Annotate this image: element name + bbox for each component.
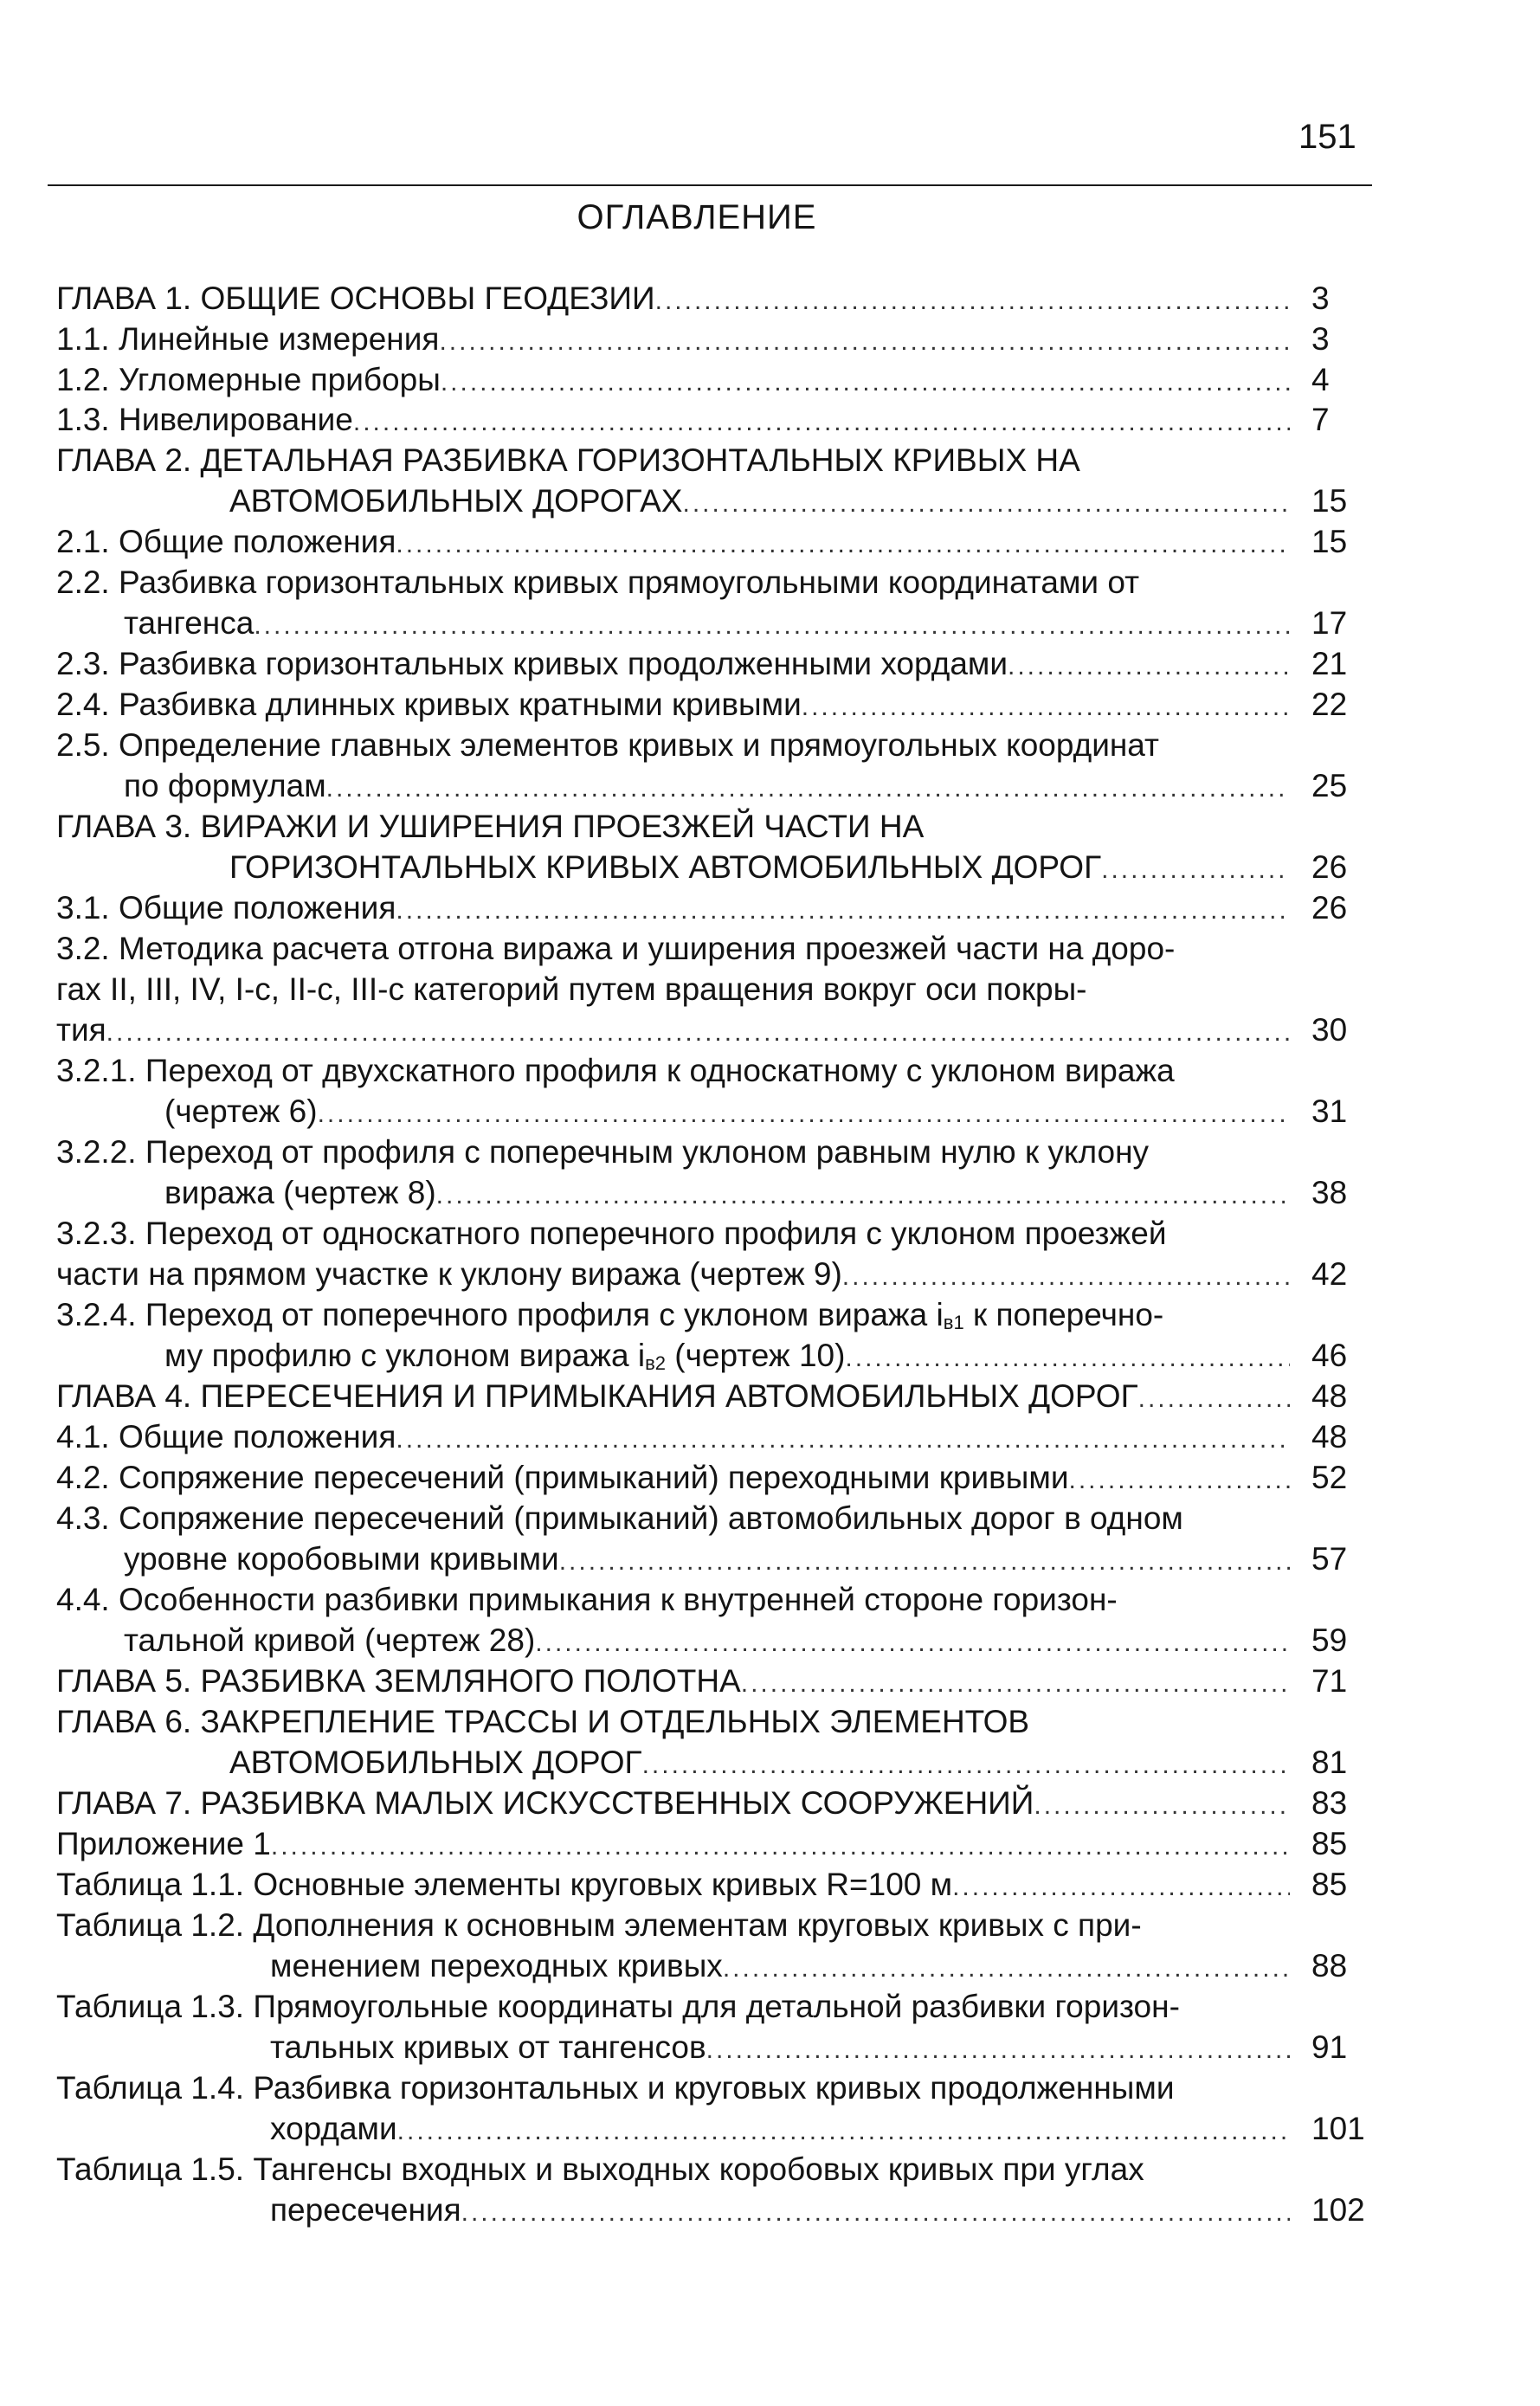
toc-entry-line xyxy=(124,1539,1290,1579)
toc-entry-text: пересечения xyxy=(270,2192,461,2228)
toc-entry-line xyxy=(56,441,1080,481)
leader-dots xyxy=(802,687,1290,725)
toc-page-number: 17 xyxy=(1311,605,1348,641)
toc-entry-text: тальных кривых от тангенсов xyxy=(270,2029,706,2065)
toc-page-number: 7 xyxy=(1311,402,1330,437)
leader-dots xyxy=(1034,1786,1290,1823)
toc-entry-text: хордами xyxy=(270,2111,397,2146)
leader-dots xyxy=(723,1949,1290,1986)
toc-entry-text: 2.5. Определение главных элементов кривых и прямоугольных координат xyxy=(56,727,1160,763)
toc-entry xyxy=(56,1417,1290,1457)
toc-entry-text: 2.4. Разбивка длинных кривых кратными кривыми xyxy=(56,687,802,722)
toc-entry-line xyxy=(56,1499,1183,1538)
toc-entry-line xyxy=(270,2109,1290,2149)
toc-entry xyxy=(56,888,1290,928)
toc-page-number: 85 xyxy=(1311,1867,1348,1902)
toc-entry-text: 3.2.4. Переход от поперечного профиля с уклоном виража i xyxy=(56,1297,944,1332)
toc-entry xyxy=(56,279,1290,319)
toc-entry-text: 3.2. Методика расчета отгона виража и уширения проезжей части на доро- xyxy=(56,931,1176,966)
subscript: в1 xyxy=(943,1312,964,1333)
toc-entry-line xyxy=(56,1214,1167,1254)
toc-entry xyxy=(56,1377,1290,1416)
toc-entry-line xyxy=(164,1336,1290,1376)
toc-entry xyxy=(56,1865,1290,1905)
leader-dots xyxy=(461,2193,1290,2230)
toc-entry-line xyxy=(56,1987,1180,2027)
toc-entry-text: 4.3. Сопряжение пересечений (примыканий) автомобильных дорог в одном xyxy=(56,1500,1183,1536)
toc-entry-text: тия xyxy=(56,1012,106,1048)
leader-dots xyxy=(1101,850,1290,887)
toc-entry-line xyxy=(124,1621,1290,1661)
toc-page-number: 25 xyxy=(1311,768,1348,803)
leader-dots xyxy=(1008,647,1290,684)
toc-entry-text: ГЛАВА 7. РАЗБИВКА МАЛЫХ ИСКУССТВЕННЫХ СООРУЖЕНИЙ xyxy=(56,1785,1034,1821)
toc-page-number: 3 xyxy=(1311,321,1330,357)
toc-page-number: 83 xyxy=(1311,1785,1348,1821)
leader-dots xyxy=(706,2030,1290,2067)
toc-page-number: 59 xyxy=(1311,1622,1348,1658)
toc-entry-text: Таблица 1.3. Прямоугольные координаты для детальной разбивки горизон- xyxy=(56,1989,1180,2024)
leader-dots xyxy=(396,1420,1290,1457)
toc-entry-line xyxy=(124,766,1290,806)
leader-dots xyxy=(642,1745,1290,1783)
toc-entry-text: ГОРИЗОНТАЛЬНЫХ КРИВЫХ АВТОМОБИЛЬНЫХ ДОРОГ xyxy=(229,849,1102,885)
toc-entry xyxy=(56,522,1290,562)
leader-dots xyxy=(396,525,1290,562)
toc-page-number: 15 xyxy=(1311,524,1348,559)
toc-entry-text: 4.4. Особенности разбивки примыкания к внутренней стороне горизон- xyxy=(56,1582,1118,1617)
toc-entry-text: ГЛАВА 5. РАЗБИВКА ЗЕМЛЯНОГО ПОЛОТНА xyxy=(56,1663,741,1699)
toc-entry-text: ГЛАВА 2. ДЕТАЛЬНАЯ РАЗБИВКА ГОРИЗОНТАЛЬНЫХ КРИВЫХ НА xyxy=(56,442,1080,478)
leader-dots xyxy=(271,1827,1290,1864)
toc-entry-text: ГЛАВА 3. ВИРАЖИ И УШИРЕНИЯ ПРОЕЗЖЕЙ ЧАСТИ НА xyxy=(56,809,925,844)
toc-page-number: 46 xyxy=(1311,1338,1348,1373)
toc-entry-line xyxy=(56,1906,1142,1945)
toc-entry-line xyxy=(270,1946,1290,1986)
leader-dots xyxy=(254,606,1290,643)
toc-entry-text: Таблица 1.1. Основные элементы круговых кривых R=100 м xyxy=(56,1867,953,1902)
leader-dots xyxy=(741,1664,1290,1701)
toc-entry-text: 1.3. Нивелирование xyxy=(56,402,353,437)
toc-entry xyxy=(56,685,1290,725)
toc-page-number: 48 xyxy=(1311,1419,1348,1455)
toc-page-number: 42 xyxy=(1311,1256,1348,1292)
leader-dots xyxy=(1138,1379,1290,1416)
toc-page-number: 48 xyxy=(1311,1378,1348,1414)
toc-page-number: 4 xyxy=(1311,362,1330,397)
leader-dots xyxy=(655,281,1290,319)
leader-dots xyxy=(682,484,1290,521)
toc-entry-text: АВТОМОБИЛЬНЫХ ДОРОГАХ xyxy=(229,483,683,519)
toc-page-number: 3 xyxy=(1311,281,1330,316)
toc-entry-text: ГЛАВА 6. ЗАКРЕПЛЕНИЕ ТРАССЫ И ОТДЕЛЬНЫХ ЭЛЕМЕНТОВ xyxy=(56,1704,1030,1739)
toc-title: ОГЛАВЛЕНИЕ xyxy=(577,198,817,236)
toc-page-number: 91 xyxy=(1311,2029,1348,2065)
toc-entry-text: уровне коробовыми кривыми xyxy=(124,1541,559,1577)
toc-entry-text-tail: к поперечно- xyxy=(963,1297,1164,1332)
toc-entry-text: 3.1. Общие положения xyxy=(56,890,396,926)
toc-entry xyxy=(56,319,1290,359)
subscript: в2 xyxy=(645,1352,666,1374)
leader-dots xyxy=(845,1338,1290,1376)
toc-entry-line xyxy=(270,2190,1290,2230)
toc-page-number: 31 xyxy=(1311,1093,1348,1129)
leader-dots xyxy=(353,403,1290,440)
toc-entry-line xyxy=(164,1173,1290,1213)
leader-dots xyxy=(952,1867,1290,1905)
toc-entry xyxy=(56,1824,1290,1864)
toc-page-number: 102 xyxy=(1311,2192,1365,2228)
toc-entry-text: 3.2.1. Переход от двухскатного профиля к односкатному с уклоном виража xyxy=(56,1053,1175,1088)
toc-entry-text-tail: (чертеж 10) xyxy=(666,1338,846,1373)
toc-page-number: 38 xyxy=(1311,1175,1348,1210)
toc-entry-line xyxy=(56,807,924,847)
toc-entry-line xyxy=(56,1702,1029,1742)
toc-entry-text: тальной кривой (чертеж 28) xyxy=(124,1622,536,1658)
toc-entry-line xyxy=(56,1010,1290,1050)
toc-entry xyxy=(56,400,1290,440)
toc-entry-line xyxy=(56,1295,1163,1335)
leader-dots xyxy=(559,1542,1290,1579)
leader-dots xyxy=(106,1013,1290,1050)
toc-entry-line xyxy=(56,1051,1175,1091)
toc-entry-line xyxy=(56,1132,1149,1172)
toc-page-number: 71 xyxy=(1311,1663,1348,1699)
toc-page-number: 22 xyxy=(1311,687,1348,722)
toc-page-number: 26 xyxy=(1311,849,1348,885)
toc-entry-text: Таблица 1.4. Разбивка горизонтальных и круговых кривых продолженными xyxy=(56,2070,1175,2106)
toc-entry-line xyxy=(56,1255,1290,1294)
toc-entry-line xyxy=(56,2068,1175,2108)
leader-dots xyxy=(535,1623,1290,1661)
toc-entry-line xyxy=(124,603,1290,643)
toc-page-number: 30 xyxy=(1311,1012,1348,1048)
toc-entry-line xyxy=(56,929,1175,969)
toc-entry-text: 1.2. Угломерные приборы xyxy=(56,362,441,397)
toc-page-number: 21 xyxy=(1311,646,1348,681)
toc-entry-text: 3.2.3. Переход от односкатного поперечного профиля с уклоном проезжей xyxy=(56,1216,1167,1251)
toc-entry-text: ГЛАВА 4. ПЕРЕСЕЧЕНИЯ И ПРИМЫКАНИЯ АВТОМОБИЛЬНЫХ ДОРОГ xyxy=(56,1378,1138,1414)
toc-entry xyxy=(56,644,1290,684)
toc-entry-text: по формулам xyxy=(124,768,326,803)
toc-entry xyxy=(56,360,1290,400)
leader-dots xyxy=(842,1257,1290,1294)
toc-entry-text: менением переходных кривых xyxy=(270,1948,723,1983)
toc-entry-text: Приложение 1 xyxy=(56,1826,271,1861)
toc-entry-text: 3.2.2. Переход от профиля с поперечным уклоном равным нулю к уклону xyxy=(56,1134,1150,1170)
toc-entry-text: АВТОМОБИЛЬНЫХ ДОРОГ xyxy=(229,1745,642,1780)
toc-entry-line xyxy=(229,481,1290,521)
toc-page-number: 52 xyxy=(1311,1460,1348,1495)
toc-entry-text: Таблица 1.2. Дополнения к основным элементам круговых кривых с при- xyxy=(56,1907,1142,1943)
toc-page-number: 101 xyxy=(1311,2111,1365,2146)
toc-entry-line xyxy=(56,726,1159,765)
toc-entry-line xyxy=(229,848,1290,887)
toc-entry-line xyxy=(56,2150,1144,2190)
toc-entry-text: части на прямом участке к уклону виража (чертеж 9) xyxy=(56,1256,842,1292)
leader-dots xyxy=(397,2112,1290,2149)
toc-entry-text: му профилю с уклоном виража $i_{в2}$ (чертеж 10) xyxy=(164,1338,846,1374)
toc-page-number: 57 xyxy=(1311,1541,1348,1577)
toc-entry-text: гах II, III, IV, I-c, II-c, III-c категорий путем вращения вокруг оси покры- xyxy=(56,971,1087,1007)
toc-entry-text: тангенса xyxy=(124,605,255,641)
toc-entry-text: 2.1. Общие положения xyxy=(56,524,396,559)
toc-entry-text: 2.2. Разбивка горизонтальных кривых прямоугольными координатами от xyxy=(56,564,1140,600)
toc-entry-text: 1.1. Линейные измерения xyxy=(56,321,440,357)
toc-entry-text: 4.2. Сопряжение пересечений (примыканий) переходными кривыми xyxy=(56,1460,1069,1495)
toc-entry-text: виража (чертеж 8) xyxy=(164,1175,436,1210)
toc-page-number: 81 xyxy=(1311,1745,1348,1780)
leader-dots xyxy=(396,891,1290,928)
toc-entry-line xyxy=(56,970,1087,1009)
toc-entry-line xyxy=(164,1092,1290,1132)
leader-dots xyxy=(441,363,1290,400)
toc-page-number: 85 xyxy=(1311,1826,1348,1861)
leader-dots xyxy=(318,1094,1290,1132)
toc-entry-text: ГЛАВА 1. ОБЩИЕ ОСНОВЫ ГЕОДЕЗИИ xyxy=(56,281,655,316)
toc-entry-text: Таблица 1.5. Тангенсы входных и выходных коробовых кривых при углах xyxy=(56,2151,1144,2187)
toc-entry-line xyxy=(56,563,1139,603)
toc-entry xyxy=(56,1784,1290,1823)
toc-page-number: 26 xyxy=(1311,890,1348,926)
toc-page-number: 88 xyxy=(1311,1948,1348,1983)
toc-entry-line xyxy=(56,1580,1118,1620)
toc-entry-text: 2.3. Разбивка горизонтальных кривых продолженными хордами xyxy=(56,646,1008,681)
toc-page-number: 15 xyxy=(1311,483,1348,519)
leader-dots xyxy=(439,322,1290,359)
toc-entry-line xyxy=(229,1743,1290,1783)
toc-entry-text: 4.1. Общие положения xyxy=(56,1419,396,1455)
leader-dots xyxy=(1069,1461,1290,1498)
toc-entry xyxy=(56,1458,1290,1498)
toc-entry xyxy=(56,1661,1290,1701)
leader-dots xyxy=(436,1176,1290,1213)
page-number: 151 xyxy=(1298,118,1356,156)
toc-entry-text: (чертеж 6) xyxy=(164,1093,318,1129)
toc-entry-line xyxy=(270,2028,1290,2067)
leader-dots xyxy=(326,769,1290,806)
